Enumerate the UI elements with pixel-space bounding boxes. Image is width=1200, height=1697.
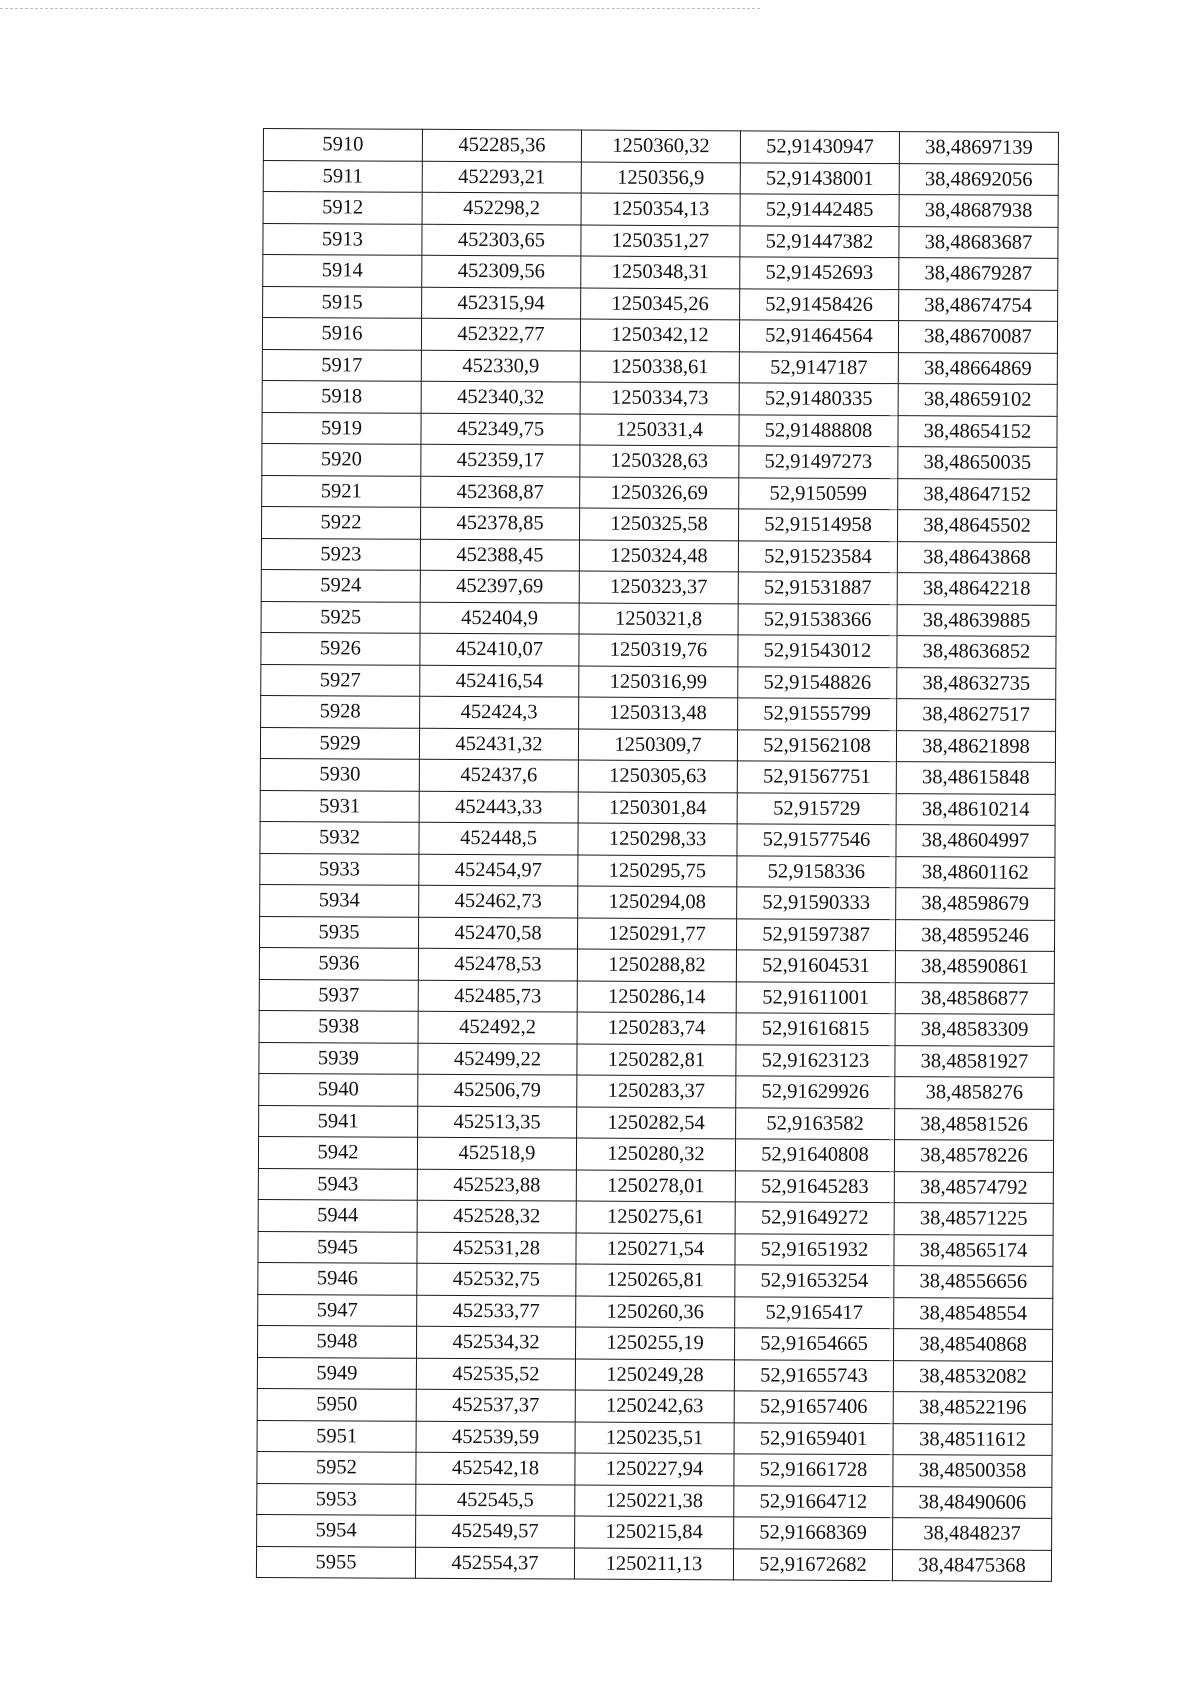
x-coordinate-cell: 452554,37 [415, 1547, 574, 1579]
table-row [262, 318, 1057, 353]
point-number-cell: 5938 [259, 1010, 418, 1042]
x-coordinate-cell: 452539,59 [416, 1421, 575, 1453]
latitude-cell: 52,91514958 [738, 509, 897, 541]
x-coordinate-cell: 452298,2 [422, 192, 581, 224]
latitude-cell: 52,91452693 [740, 257, 899, 289]
point-number-cell: 5940 [259, 1073, 418, 1105]
point-number-cell: 5939 [259, 1042, 418, 1074]
latitude-cell: 52,91604531 [736, 950, 895, 982]
longitude-cell: 38,48643868 [897, 541, 1056, 573]
latitude-cell: 52,9165417 [735, 1296, 894, 1328]
table-row [257, 1420, 1052, 1455]
longitude-cell: 38,48639885 [897, 604, 1056, 636]
table-row [261, 632, 1056, 667]
point-number-cell: 5932 [260, 821, 419, 853]
table-row [258, 1199, 1053, 1234]
x-coordinate-cell: 452513,35 [418, 1106, 577, 1138]
y-coordinate-cell: 1250298,33 [578, 823, 737, 855]
longitude-cell: 38,48581526 [895, 1108, 1054, 1140]
x-coordinate-cell: 452531,28 [417, 1232, 576, 1264]
latitude-cell: 52,91659401 [734, 1422, 893, 1454]
longitude-cell: 38,48679287 [899, 258, 1058, 290]
y-coordinate-cell: 1250275,61 [576, 1201, 735, 1233]
y-coordinate-cell: 1250348,31 [581, 256, 740, 288]
point-number-cell: 5933 [260, 853, 419, 885]
table-row [258, 1136, 1053, 1171]
y-coordinate-cell: 1250235,51 [575, 1422, 734, 1454]
x-coordinate-cell: 452303,65 [422, 224, 581, 256]
latitude-cell: 52,91567751 [737, 761, 896, 793]
point-number-cell: 5937 [259, 979, 418, 1011]
table-row [263, 223, 1058, 258]
point-number-cell: 5944 [258, 1199, 417, 1231]
x-coordinate-cell: 452424,3 [420, 696, 579, 728]
latitude-cell: 52,91458426 [740, 288, 899, 320]
y-coordinate-cell: 1250334,73 [580, 382, 739, 414]
longitude-cell: 38,48692056 [899, 163, 1058, 195]
point-number-cell: 5948 [257, 1325, 416, 1357]
x-coordinate-cell: 452397,69 [420, 570, 579, 602]
y-coordinate-cell: 1250295,75 [578, 855, 737, 887]
latitude-cell: 52,9163582 [736, 1107, 895, 1139]
x-coordinate-cell: 452532,75 [417, 1263, 576, 1295]
longitude-cell: 38,48581927 [895, 1045, 1054, 1077]
longitude-cell: 38,48650035 [898, 447, 1057, 479]
longitude-cell: 38,48683687 [899, 226, 1058, 258]
latitude-cell: 52,91555799 [738, 698, 897, 730]
longitude-cell: 38,48548554 [894, 1297, 1053, 1329]
table-row [259, 979, 1054, 1014]
point-number-cell: 5915 [263, 286, 422, 318]
latitude-cell: 52,91611001 [736, 981, 895, 1013]
longitude-cell: 38,48636852 [897, 636, 1056, 668]
x-coordinate-cell: 452315,94 [422, 287, 581, 319]
longitude-cell: 38,48565174 [894, 1234, 1053, 1266]
longitude-cell: 38,48583309 [895, 1014, 1054, 1046]
x-coordinate-cell: 452518,9 [417, 1137, 576, 1169]
point-number-cell: 5923 [261, 538, 420, 570]
x-coordinate-cell: 452533,77 [417, 1295, 576, 1327]
point-number-cell: 5953 [257, 1483, 416, 1515]
point-number-cell: 5935 [259, 916, 418, 948]
latitude-cell: 52,91447382 [740, 225, 899, 257]
point-number-cell: 5913 [263, 223, 422, 255]
table-row [257, 1451, 1052, 1486]
x-coordinate-cell: 452523,88 [417, 1169, 576, 1201]
y-coordinate-cell: 1250215,84 [575, 1516, 734, 1548]
y-coordinate-cell: 1250286,14 [577, 981, 736, 1013]
table-row [259, 1105, 1054, 1140]
longitude-cell: 38,48632735 [897, 667, 1056, 699]
latitude-cell: 52,91655743 [734, 1359, 893, 1391]
y-coordinate-cell: 1250271,54 [576, 1233, 735, 1265]
point-number-cell: 5922 [261, 506, 420, 538]
latitude-cell: 52,915729 [737, 792, 896, 824]
longitude-cell: 38,48571225 [894, 1203, 1053, 1235]
latitude-cell: 52,91597387 [736, 918, 895, 950]
latitude-cell: 52,91653254 [735, 1265, 894, 1297]
point-number-cell: 5924 [261, 569, 420, 601]
x-coordinate-cell: 452545,5 [416, 1484, 575, 1516]
longitude-cell: 38,4858276 [895, 1077, 1054, 1109]
longitude-cell: 38,48697139 [899, 132, 1058, 164]
point-number-cell: 5955 [256, 1546, 415, 1578]
table-row [258, 1262, 1053, 1297]
table-row [263, 192, 1058, 227]
y-coordinate-cell: 1250321,8 [579, 603, 738, 635]
x-coordinate-cell: 452309,56 [422, 255, 581, 287]
x-coordinate-cell: 452359,17 [421, 444, 580, 476]
x-coordinate-cell: 452340,32 [421, 381, 580, 413]
y-coordinate-cell: 1250354,13 [581, 193, 740, 225]
point-number-cell: 5914 [263, 255, 422, 287]
y-coordinate-cell: 1250338,61 [580, 351, 739, 383]
longitude-cell: 38,48540868 [893, 1329, 1052, 1361]
table-row [260, 758, 1055, 793]
x-coordinate-cell: 452388,45 [420, 539, 579, 571]
latitude-cell: 52,91623123 [736, 1044, 895, 1076]
x-coordinate-cell: 452478,53 [418, 948, 577, 980]
table-row [263, 129, 1058, 164]
coordinates-table-body [256, 129, 1058, 1582]
table-row [257, 1388, 1052, 1423]
table-row [258, 1294, 1053, 1329]
longitude-cell: 38,48615848 [896, 762, 1055, 794]
latitude-cell: 52,91645283 [735, 1170, 894, 1202]
latitude-cell: 52,91672682 [733, 1548, 892, 1580]
y-coordinate-cell: 1250331,4 [580, 414, 739, 446]
point-number-cell: 5916 [262, 318, 421, 350]
point-number-cell: 5945 [258, 1231, 417, 1263]
point-number-cell: 5911 [263, 160, 422, 192]
point-number-cell: 5927 [261, 664, 420, 696]
x-coordinate-cell: 452378,85 [420, 507, 579, 539]
y-coordinate-cell: 1250291,77 [577, 918, 736, 950]
latitude-cell: 52,91657406 [734, 1391, 893, 1423]
point-number-cell: 5931 [260, 790, 419, 822]
latitude-cell: 52,91640808 [735, 1139, 894, 1171]
point-number-cell: 5920 [262, 443, 421, 475]
point-number-cell: 5951 [257, 1420, 416, 1452]
y-coordinate-cell: 1250360,32 [581, 130, 740, 162]
table-row [260, 853, 1055, 888]
point-number-cell: 5946 [258, 1262, 417, 1294]
scan-top-edge [0, 8, 760, 9]
x-coordinate-cell: 452485,73 [418, 980, 577, 1012]
y-coordinate-cell: 1250278,01 [576, 1170, 735, 1202]
longitude-cell: 38,48590861 [895, 951, 1054, 983]
table-row [263, 286, 1058, 321]
table-row [262, 412, 1057, 447]
y-coordinate-cell: 1250301,84 [578, 792, 737, 824]
x-coordinate-cell: 452322,77 [421, 318, 580, 350]
y-coordinate-cell: 1250227,94 [575, 1453, 734, 1485]
x-coordinate-cell: 452537,37 [416, 1389, 575, 1421]
y-coordinate-cell: 1250313,48 [579, 697, 738, 729]
table-row [261, 601, 1056, 636]
longitude-cell: 38,48674754 [899, 289, 1058, 321]
longitude-cell: 38,48532082 [893, 1360, 1052, 1392]
point-number-cell: 5928 [261, 695, 420, 727]
x-coordinate-cell: 452416,54 [420, 665, 579, 697]
x-coordinate-cell: 452534,32 [416, 1326, 575, 1358]
x-coordinate-cell: 452431,32 [419, 728, 578, 760]
latitude-cell: 52,9147187 [739, 351, 898, 383]
y-coordinate-cell: 1250294,08 [578, 886, 737, 918]
latitude-cell: 52,91590333 [737, 887, 896, 919]
y-coordinate-cell: 1250345,26 [581, 288, 740, 320]
latitude-cell: 52,9158336 [737, 855, 896, 887]
x-coordinate-cell: 452404,9 [420, 602, 579, 634]
point-number-cell: 5912 [263, 192, 422, 224]
point-number-cell: 5930 [260, 758, 419, 790]
latitude-cell: 52,91488808 [739, 414, 898, 446]
latitude-cell: 52,91438001 [740, 162, 899, 194]
y-coordinate-cell: 1250282,81 [577, 1044, 736, 1076]
x-coordinate-cell: 452470,58 [418, 917, 577, 949]
longitude-cell: 38,48578226 [894, 1140, 1053, 1172]
y-coordinate-cell: 1250309,7 [578, 729, 737, 761]
table-row [260, 821, 1055, 856]
table-row [258, 1231, 1053, 1266]
point-number-cell: 5919 [262, 412, 421, 444]
point-number-cell: 5936 [259, 947, 418, 979]
latitude-cell: 52,91562108 [737, 729, 896, 761]
longitude-cell: 38,48500358 [893, 1455, 1052, 1487]
latitude-cell: 52,91543012 [738, 635, 897, 667]
y-coordinate-cell: 1250283,74 [577, 1012, 736, 1044]
latitude-cell: 52,91531887 [738, 572, 897, 604]
table-row [257, 1325, 1052, 1360]
point-number-cell: 5950 [257, 1388, 416, 1420]
table-row [258, 1168, 1053, 1203]
latitude-cell: 52,91442485 [740, 194, 899, 226]
latitude-cell: 52,91538366 [738, 603, 897, 635]
point-number-cell: 5949 [257, 1357, 416, 1389]
table-row [262, 349, 1057, 384]
y-coordinate-cell: 1250221,38 [575, 1485, 734, 1517]
longitude-cell: 38,48654152 [898, 415, 1057, 447]
table-row [261, 664, 1056, 699]
longitude-cell: 38,48574792 [894, 1171, 1053, 1203]
latitude-cell: 52,91661728 [734, 1454, 893, 1486]
y-coordinate-cell: 1250242,63 [575, 1390, 734, 1422]
x-coordinate-cell: 452549,57 [416, 1515, 575, 1547]
longitude-cell: 38,48659102 [898, 384, 1057, 416]
point-number-cell: 5918 [262, 380, 421, 412]
y-coordinate-cell: 1250305,63 [578, 760, 737, 792]
x-coordinate-cell: 452285,36 [422, 129, 581, 161]
point-number-cell: 5929 [260, 727, 419, 759]
latitude-cell: 52,91654665 [734, 1328, 893, 1360]
table-row [262, 380, 1057, 415]
table-row [257, 1483, 1052, 1518]
coordinates-table [256, 128, 1059, 1582]
longitude-cell: 38,48556656 [894, 1266, 1053, 1298]
point-number-cell: 5917 [262, 349, 421, 381]
table-row [262, 443, 1057, 478]
table-row [257, 1357, 1052, 1392]
table-row [259, 1042, 1054, 1077]
latitude-cell: 52,91664712 [734, 1485, 893, 1517]
table-row [257, 1514, 1052, 1549]
y-coordinate-cell: 1250356,9 [581, 162, 740, 194]
point-number-cell: 5943 [258, 1168, 417, 1200]
table-row [260, 727, 1055, 762]
table-row [261, 506, 1056, 541]
x-coordinate-cell: 452492,2 [418, 1011, 577, 1043]
table-row [261, 695, 1056, 730]
point-number-cell: 5921 [262, 475, 421, 507]
x-coordinate-cell: 452542,18 [416, 1452, 575, 1484]
longitude-cell: 38,48610214 [896, 793, 1055, 825]
y-coordinate-cell: 1250288,82 [577, 949, 736, 981]
x-coordinate-cell: 452410,07 [420, 633, 579, 665]
x-coordinate-cell: 452506,79 [418, 1074, 577, 1106]
longitude-cell: 38,48586877 [895, 982, 1054, 1014]
latitude-cell: 52,91649272 [735, 1202, 894, 1234]
x-coordinate-cell: 452330,9 [421, 350, 580, 382]
table-row [261, 569, 1056, 604]
latitude-cell: 52,91577546 [737, 824, 896, 856]
y-coordinate-cell: 1250249,28 [575, 1359, 734, 1391]
x-coordinate-cell: 452528,32 [417, 1200, 576, 1232]
point-number-cell: 5925 [261, 601, 420, 633]
table-row [256, 1546, 1051, 1581]
longitude-cell: 38,48670087 [898, 321, 1057, 353]
latitude-cell: 52,91430947 [740, 131, 899, 163]
longitude-cell: 38,4848237 [893, 1518, 1052, 1550]
x-coordinate-cell: 452368,87 [421, 476, 580, 508]
y-coordinate-cell: 1250282,54 [577, 1107, 736, 1139]
latitude-cell: 52,91548826 [738, 666, 897, 698]
latitude-cell: 52,91464564 [739, 320, 898, 352]
point-number-cell: 5910 [263, 129, 422, 161]
y-coordinate-cell: 1250323,37 [579, 571, 738, 603]
y-coordinate-cell: 1250280,32 [576, 1138, 735, 1170]
y-coordinate-cell: 1250351,27 [581, 225, 740, 257]
table-row [260, 884, 1055, 919]
latitude-cell: 52,91616815 [736, 1013, 895, 1045]
latitude-cell: 52,91497273 [739, 446, 898, 478]
longitude-cell: 38,48647152 [898, 478, 1057, 510]
point-number-cell: 5952 [257, 1451, 416, 1483]
table-row [259, 947, 1054, 982]
x-coordinate-cell: 452499,22 [418, 1043, 577, 1075]
latitude-cell: 52,91651932 [735, 1233, 894, 1265]
longitude-cell: 38,48664869 [898, 352, 1057, 384]
x-coordinate-cell: 452437,6 [419, 759, 578, 791]
x-coordinate-cell: 452535,52 [416, 1358, 575, 1390]
latitude-cell: 52,91668369 [734, 1517, 893, 1549]
table-row [262, 475, 1057, 510]
latitude-cell: 52,91480335 [739, 383, 898, 415]
y-coordinate-cell: 1250324,48 [579, 540, 738, 572]
point-number-cell: 5954 [257, 1514, 416, 1546]
latitude-cell: 52,91523584 [738, 540, 897, 572]
longitude-cell: 38,48642218 [897, 573, 1056, 605]
longitude-cell: 38,48511612 [893, 1423, 1052, 1455]
y-coordinate-cell: 1250319,76 [579, 634, 738, 666]
y-coordinate-cell: 1250283,37 [577, 1075, 736, 1107]
table-row [259, 1010, 1054, 1045]
table-row [260, 790, 1055, 825]
x-coordinate-cell: 452448,5 [419, 822, 578, 854]
x-coordinate-cell: 452349,75 [421, 413, 580, 445]
point-number-cell: 5934 [260, 884, 419, 916]
y-coordinate-cell: 1250342,12 [580, 319, 739, 351]
x-coordinate-cell: 452462,73 [419, 885, 578, 917]
point-number-cell: 5926 [261, 632, 420, 664]
longitude-cell: 38,48522196 [893, 1392, 1052, 1424]
y-coordinate-cell: 1250328,63 [580, 445, 739, 477]
latitude-cell: 52,91629926 [736, 1076, 895, 1108]
x-coordinate-cell: 452454,97 [419, 854, 578, 886]
y-coordinate-cell: 1250265,81 [576, 1264, 735, 1296]
y-coordinate-cell: 1250325,58 [579, 508, 738, 540]
point-number-cell: 5947 [258, 1294, 417, 1326]
longitude-cell: 38,48621898 [896, 730, 1055, 762]
point-number-cell: 5942 [258, 1136, 417, 1168]
longitude-cell: 38,48601162 [896, 856, 1055, 888]
table-row [263, 160, 1058, 195]
longitude-cell: 38,48475368 [892, 1549, 1051, 1581]
y-coordinate-cell: 1250255,19 [575, 1327, 734, 1359]
y-coordinate-cell: 1250326,69 [580, 477, 739, 509]
point-number-cell: 5941 [259, 1105, 418, 1137]
longitude-cell: 38,48687938 [899, 195, 1058, 227]
longitude-cell: 38,48604997 [896, 825, 1055, 857]
x-coordinate-cell: 452443,33 [419, 791, 578, 823]
table-row [259, 1073, 1054, 1108]
table-row [263, 255, 1058, 290]
longitude-cell: 38,48645502 [897, 510, 1056, 542]
y-coordinate-cell: 1250211,13 [574, 1548, 733, 1580]
y-coordinate-cell: 1250260,36 [576, 1296, 735, 1328]
longitude-cell: 38,48598679 [896, 888, 1055, 920]
longitude-cell: 38,48627517 [897, 699, 1056, 731]
x-coordinate-cell: 452293,21 [422, 161, 581, 193]
y-coordinate-cell: 1250316,99 [579, 666, 738, 698]
longitude-cell: 38,48490606 [893, 1486, 1052, 1518]
longitude-cell: 38,48595246 [895, 919, 1054, 951]
latitude-cell: 52,9150599 [739, 477, 898, 509]
table-row [259, 916, 1054, 951]
table-row [261, 538, 1056, 573]
